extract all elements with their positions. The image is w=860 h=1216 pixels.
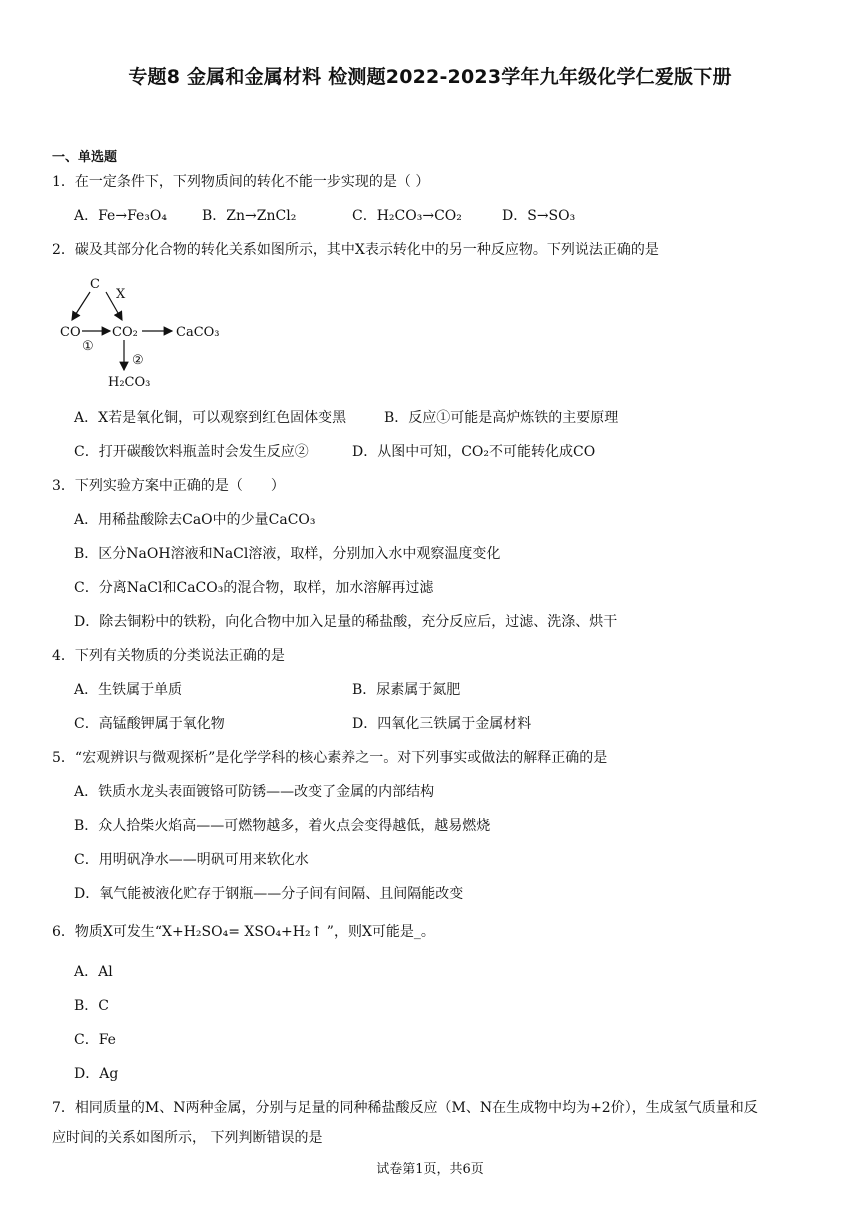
q1-option-a[interactable]: A．Fe→Fe₃O₄ — [74, 208, 168, 224]
q2-option-c[interactable]: C．打开碳酸饮料瓶盖时会发生反应② — [74, 444, 309, 460]
q1-option-d[interactable]: D．S→SO₃ — [502, 208, 576, 224]
q2-option-a[interactable]: A．X若是氧化铜，可以观察到红色固体变黑 — [74, 410, 347, 426]
question-5-stem: 5．“宏观辨识与微观探析”是化学学科的核心素养之一。对下列事实或做法的解释正确的是 — [52, 750, 608, 766]
diagram-reaction-1-label: ① — [82, 339, 94, 354]
q5-option-a[interactable]: A．铁质水龙头表面镀铬可防锈——改变了金属的内部结构 — [74, 784, 435, 800]
q3-option-c[interactable]: C．分离NaCl和CaCO₃的混合物，取样，加水溶解再过滤 — [74, 580, 434, 596]
carbon-conversion-diagram — [52, 270, 242, 395]
q4-option-a[interactable]: A．生铁属于单质 — [74, 682, 183, 698]
q3-option-d[interactable]: D．除去铜粉中的铁粉，向化合物中加入足量的稀盐酸，充分反应后，过滤、洗涤、烘干 — [74, 614, 618, 630]
question-3-stem: 3．下列实验方案中正确的是（ ） — [52, 478, 285, 494]
question-7-stem-line-1: 7．相同质量的M、N两种金属，分别与足量的同种稀盐酸反应（M、N在生成物中均为+2价），生成氢气质量和反 — [52, 1100, 758, 1116]
diagram-h2co3-label: H₂CO₃ — [108, 375, 151, 390]
question-6-stem: 6．物质X可发生“X+H₂SO₄= XSO₄+H₂↑ ”，则X可能是_。 — [52, 924, 435, 940]
q6-option-a[interactable]: A．Al — [74, 964, 113, 980]
q5-option-c[interactable]: C．用明矾净水——明矾可用来软化水 — [74, 852, 309, 868]
arrow-c-to-co — [72, 292, 90, 320]
q4-option-c[interactable]: C．高锰酸钾属于氧化物 — [74, 716, 225, 732]
diagram-caco3-label: CaCO₃ — [176, 325, 220, 340]
page-title: 专题8 金属和金属材料 检测题2022-2023学年九年级化学仁爱版下册 — [128, 66, 732, 88]
question-4-stem: 4．下列有关物质的分类说法正确的是 — [52, 648, 285, 664]
q6-option-b[interactable]: B．C — [74, 998, 109, 1014]
diagram-c-label: C — [90, 277, 100, 292]
page-footer: 试卷第1页，共6页 — [376, 1162, 484, 1177]
diagram-co-label: CO — [60, 325, 81, 340]
q5-option-b[interactable]: B．众人拾柴火焰高——可燃物越多，着火点会变得越低，越易燃烧 — [74, 818, 491, 834]
q5-option-d[interactable]: D．氧气能被液化贮存于钢瓶——分子间有间隔、且间隔能改变 — [74, 886, 464, 902]
question-7-stem-line-2: 应时间的关系如图所示， 下列判断错误的是 — [52, 1130, 323, 1146]
diagram-x-label: X — [116, 287, 126, 302]
q2-option-b[interactable]: B．反应①可能是高炉炼铁的主要原理 — [384, 410, 619, 426]
question-1-stem: 1．在一定条件下，下列物质间的转化不能一步实现的是（ ） — [52, 174, 430, 190]
q6-option-d[interactable]: D．Ag — [74, 1066, 119, 1082]
diagram-reaction-2-label: ② — [132, 353, 144, 368]
q2-option-d[interactable]: D．从图中可知，CO₂不可能转化成CO — [352, 444, 596, 460]
question-2-stem: 2．碳及其部分化合物的转化关系如图所示，其中X表示转化中的另一种反应物。下列说法正确的是 — [52, 242, 659, 258]
section-heading: 一、单选题 — [52, 150, 118, 165]
q1-option-c[interactable]: C．H₂CO₃→CO₂ — [352, 208, 462, 224]
q4-option-b[interactable]: B．尿素属于氮肥 — [352, 682, 461, 698]
q1-option-b[interactable]: B．Zn→ZnCl₂ — [202, 208, 297, 224]
q4-option-d[interactable]: D．四氧化三铁属于金属材料 — [352, 716, 532, 732]
q6-option-c[interactable]: C．Fe — [74, 1032, 116, 1048]
diagram-co2-label: CO₂ — [112, 325, 138, 340]
q3-option-a[interactable]: A．用稀盐酸除去CaO中的少量CaCO₃ — [74, 512, 316, 528]
q3-option-b[interactable]: B．区分NaOH溶液和NaCl溶液，取样，分别加入水中观察温度变化 — [74, 546, 501, 562]
